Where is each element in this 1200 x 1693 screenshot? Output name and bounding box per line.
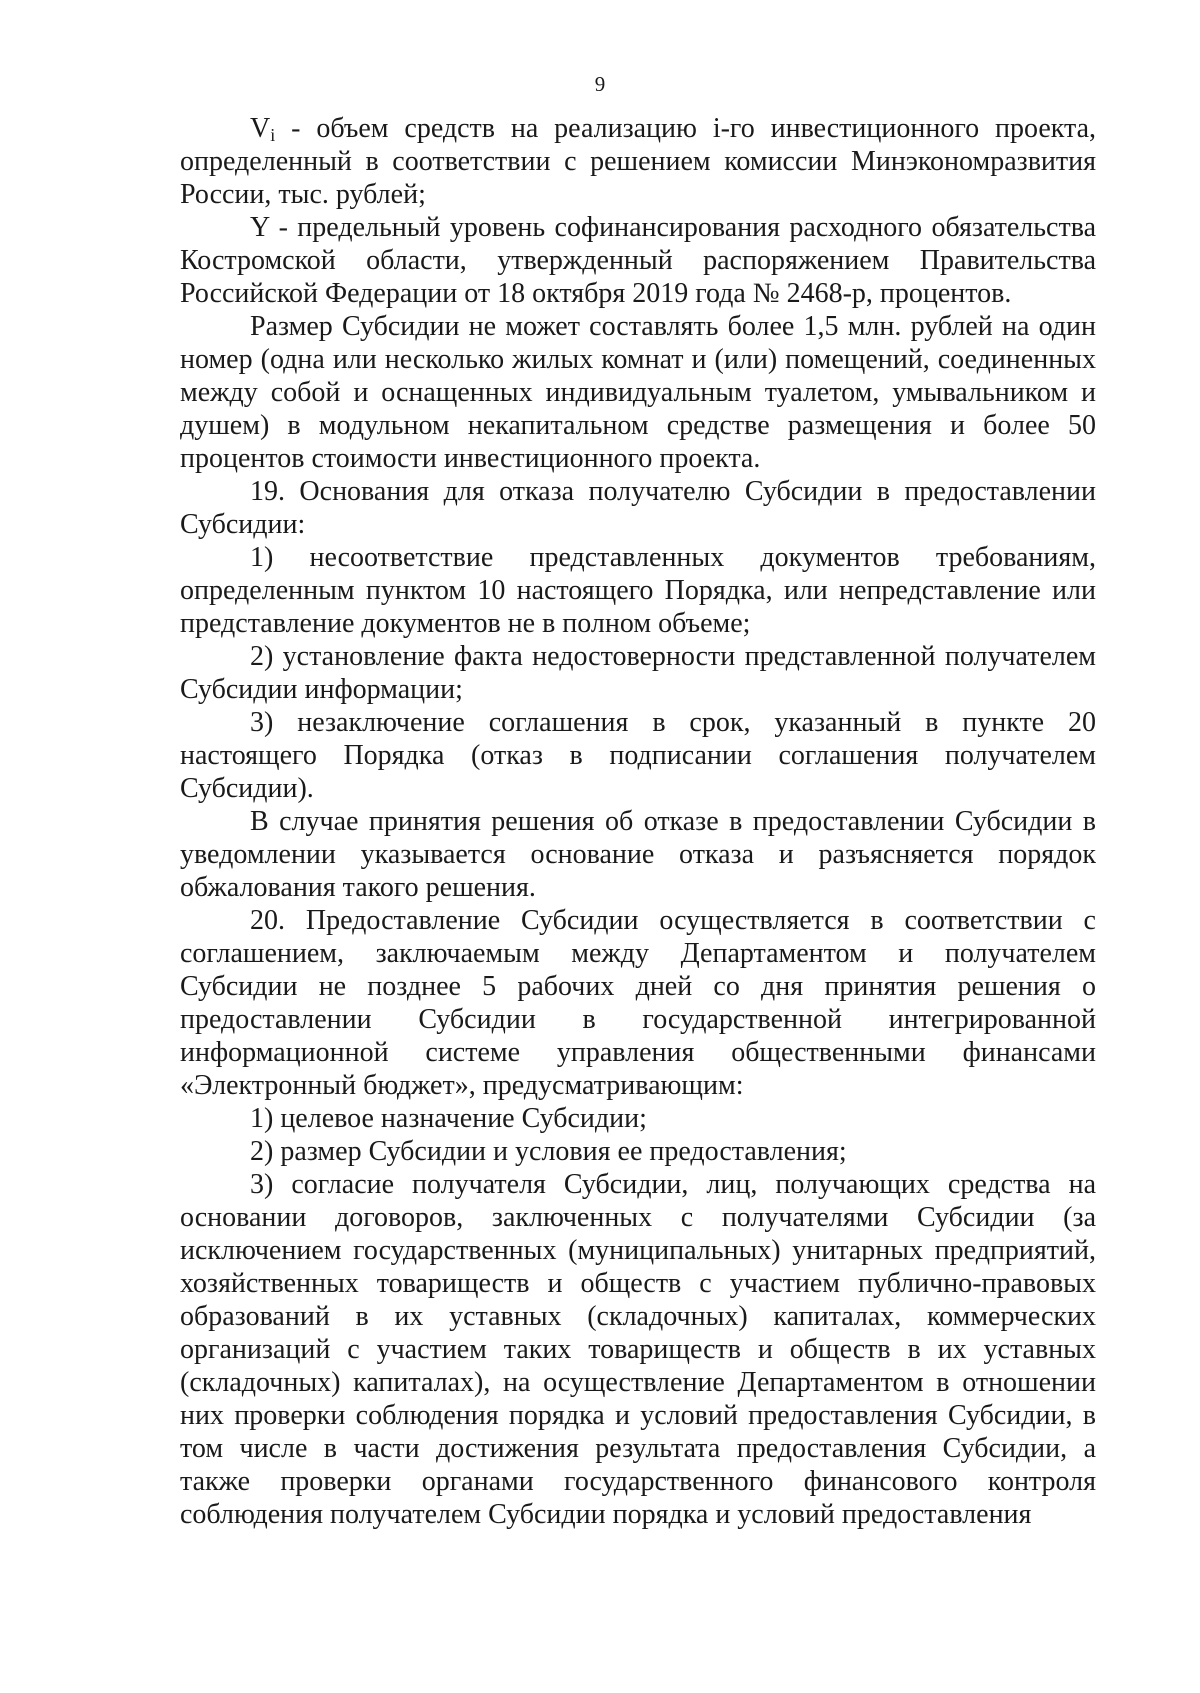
list-item-20-1: 1) целевое назначение Субсидии; [250, 1103, 647, 1134]
paragraph-y-definition: Y - предельный уровень софинансирования расходного обязательства Костромской области, утвержденный распоряжением Правительства Российской Федерации от 18 октября 2019 года № 2468-р, процентов. [180, 212, 1096, 309]
paragraph-text: - объем средств на реализацию i-го инвестиционного проекта, определенный в соответствии с решением комиссии Минэкономразвития России, тыс. рублей; [180, 113, 1096, 210]
list-item-19-2: 2) установление факта недостоверности представленной получателем Субсидии информации; [180, 641, 1096, 705]
list-item-19-3: 3) незаключение соглашения в срок, указанный в пункте 20 настоящего Порядка (отказ в подписании соглашения получателем Субсидии). [180, 707, 1096, 804]
list-item-20-3: 3) согласие получателя Субсидии, лиц, получающих средства на основании договоров, заключенных с получателями Субсидии (за исключением государственных (муниципальных) унитарных предприятий, хозяйственных товариществ и обществ с участием публично-правовых образований в их уставных (складочных) капиталах, коммерческих организаций с участием таких товариществ и обществ в их уставных (складочных) капиталах), на осуществление Департаментом в отношении них проверки соблюдения порядка и условий предоставления Субсидии, в том числе в части достижения результата предоставления Субсидии, а также проверки органами государственного финансового контроля соблюдения получателем Субсидии порядка и условий предоставления [180, 1169, 1096, 1530]
paragraph-subsidy-limit: Размер Субсидии не может составлять более 1,5 млн. рублей на один номер (одна или несколько жилых комнат и (или) помещений, соединенных между собой и оснащенных индивидуальным туалетом, умывальником и душем) в модульном некапитальном средстве размещения и более 50 процентов стоимости инвестиционного проекта. [180, 311, 1096, 474]
variable-symbol: V [250, 113, 271, 144]
list-item-19-1: 1) несоответствие представленных документов требованиям, определенным пунктом 10 настоящего Порядка, или непредставление или представление документов не в полном объеме; [180, 542, 1096, 639]
page-number: 9 [594, 72, 606, 96]
paragraph-clause-19: 19. Основания для отказа получателю Субсидии в предоставлении Субсидии: [180, 476, 1096, 540]
variable-subscript: i [270, 125, 276, 145]
document-body [180, 112, 1096, 1531]
list-item-20-2: 2) размер Субсидии и условия ее предоставления; [250, 1136, 847, 1167]
paragraph-refusal-notice: В случае принятия решения об отказе в предоставлении Субсидии в уведомлении указывается основание отказа и разъясняется порядок обжалования такого решения. [180, 806, 1096, 903]
paragraph-v-definition [180, 112, 1096, 211]
paragraph-clause-20: 20. Предоставление Субсидии осуществляется в соответствии с соглашением, заключаемым между Департаментом и получателем Субсидии не позднее 5 рабочих дней со дня принятия решения о предоставлении Субсидии в государственной интегрированной информационной системе управления общественными финансами «Электронный бюджет», предусматривающим: [180, 905, 1096, 1101]
